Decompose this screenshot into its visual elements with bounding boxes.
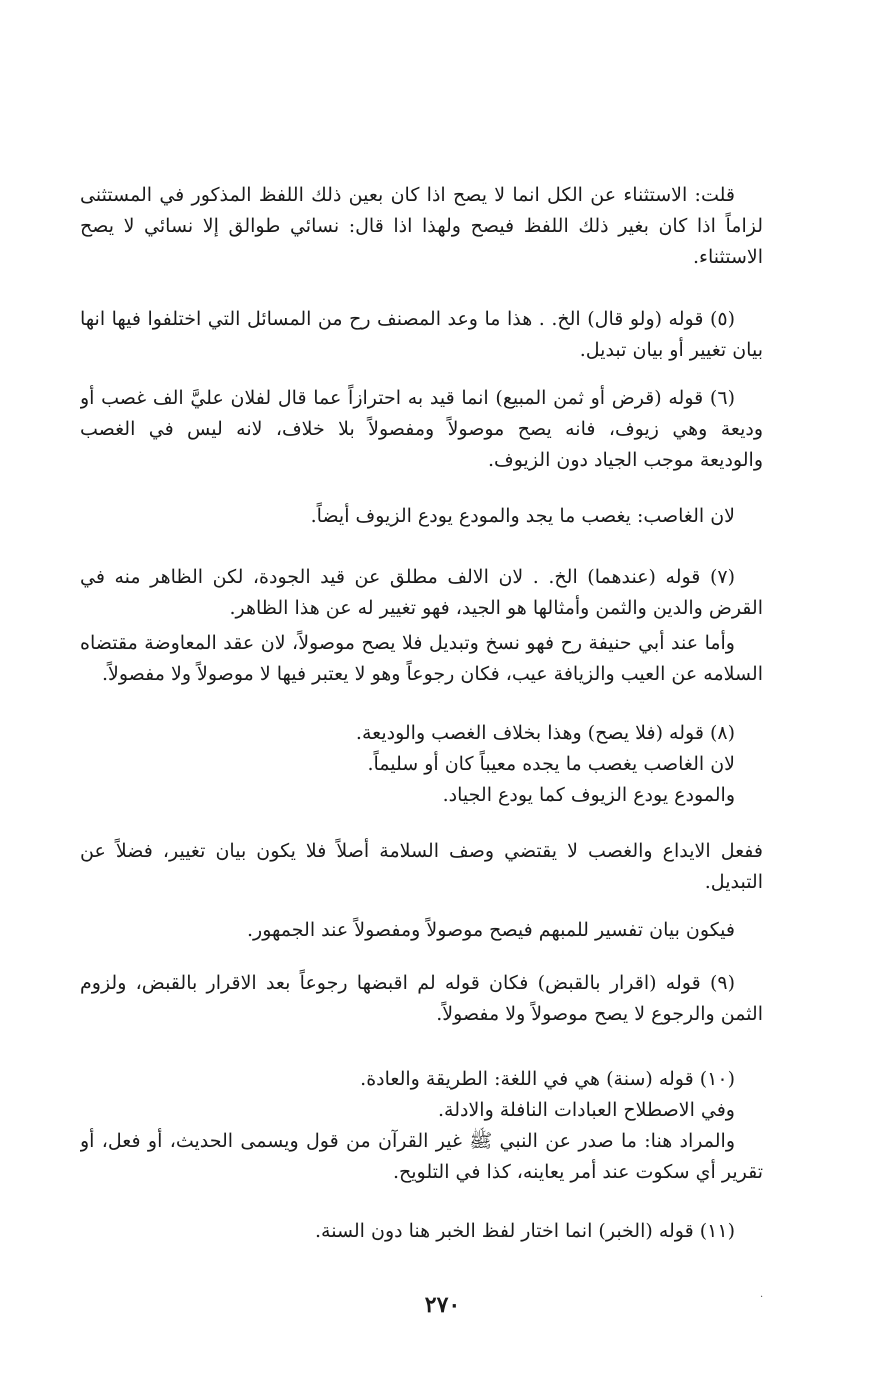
text-line: التبديل. xyxy=(704,871,763,893)
text-line: الاستثناء. xyxy=(693,246,763,268)
text-line: (٥) قوله (ولو قال) الخ. . هذا ما وعد المصنف رح من المسائل التي اختلفوا فيها انها xyxy=(80,308,735,330)
page-number: ٢٧٠ xyxy=(424,1292,461,1318)
text-line: (٧) قوله (عندهما) الخ. . لان الالف مطلق عن قيد الجودة، لكن الظاهر منه في xyxy=(80,566,735,588)
paragraph-4 xyxy=(80,501,763,532)
paragraph-1 xyxy=(80,180,763,273)
text-line: تقرير أي سكوت عند أمر يعاينه، كذا في التلويح. xyxy=(392,1161,763,1183)
paragraph-3 xyxy=(80,383,763,476)
paragraph-9 xyxy=(80,915,763,946)
paragraph-7 xyxy=(80,718,763,811)
text-line: ففعل الايداع والغصب لا يقتضي وصف السلامة أصلاً فلا يكون بيان تغيير، فضلاً عن xyxy=(80,840,763,862)
text-line: لزاماً اذا كان بغير ذلك اللفظ فيصح ولهذا اذا قال: نسائي طوالق إلا نسائي لا يصح xyxy=(80,215,763,237)
text-line: (١١) قوله (الخبر) انما اختار لفظ الخبر هنا دون السنة. xyxy=(314,1220,735,1242)
text-line: (٦) قوله (قرض أو ثمن المبيع) انما قيد به احترازاً عما قال لفلان عليَّ الف غصب أو xyxy=(80,387,735,409)
text-line: بيان تغيير أو بيان تبديل. xyxy=(579,339,763,361)
text-line: والمراد هنا: ما صدر عن النبي ﷺ غير القرآن من قول ويسمى الحديث، أو فعل، أو xyxy=(80,1130,735,1152)
text-line: لان الغاصب يغصب ما يجده معيباً كان أو سليماً. xyxy=(367,753,735,775)
text-line: (١٠) قوله (سنة) هي في اللغة: الطريقة والعادة. xyxy=(360,1068,735,1090)
text-line: والمودع يودع الزيوف كما يودع الجياد. xyxy=(442,784,735,806)
text-line: السلامه عن العيب والزيافة عيب، فكان رجوعاً وهو لا يعتبر فيها لا موصولاً ولا مفصولاً. xyxy=(101,663,763,685)
text-line: وديعة وهي زيوف، فانه يصح موصولاً ومفصولاً بلا خلاف، لانه ليس في الغصب xyxy=(80,418,763,440)
paragraph-12 xyxy=(80,1216,763,1247)
text-line: وأما عند أبي حنيفة رح فهو نسخ وتبديل فلا يصح موصولاً، لان عقد المعاوضة مقتضاه xyxy=(80,632,735,654)
text-line: وفي الاصطلاح العبادات النافلة والادلة. xyxy=(438,1099,735,1121)
paragraph-8 xyxy=(80,836,763,898)
paragraph-6 xyxy=(80,628,763,690)
text-line: فيكون بيان تفسير للمبهم فيصح موصولاً ومفصولاً عند الجمهور. xyxy=(247,919,735,941)
text-line: لان الغاصب: يغصب ما يجد والمودع يودع الزيوف أيضاً. xyxy=(310,505,735,527)
text-line: قلت: الاستثناء عن الكل انما لا يصح اذا كان بعين ذلك اللفظ المذكور في المستثنى xyxy=(80,184,735,206)
paragraph-11 xyxy=(80,1064,763,1188)
text-line: القرض والدين والثمن وأمثالها هو الجيد، فهو تغيير له عن هذا الظاهر. xyxy=(229,597,763,619)
paragraph-2 xyxy=(80,304,763,366)
text-line: الثمن والرجوع لا يصح موصولاً ولا مفصولاً. xyxy=(436,1003,763,1025)
paragraph-5 xyxy=(80,562,763,624)
paragraph-10 xyxy=(80,968,763,1030)
text-line: والوديعة موجب الجياد دون الزيوف. xyxy=(487,449,763,471)
text-line: (٨) قوله (فلا يصح) وهذا بخلاف الغصب والوديعة. xyxy=(355,722,735,744)
text-line: (٩) قوله (اقرار بالقبض) فكان قوله لم اقبضها رجوعاً بعد الاقرار بالقبض، ولزوم xyxy=(80,972,735,994)
margin-dot: · xyxy=(760,1292,764,1303)
